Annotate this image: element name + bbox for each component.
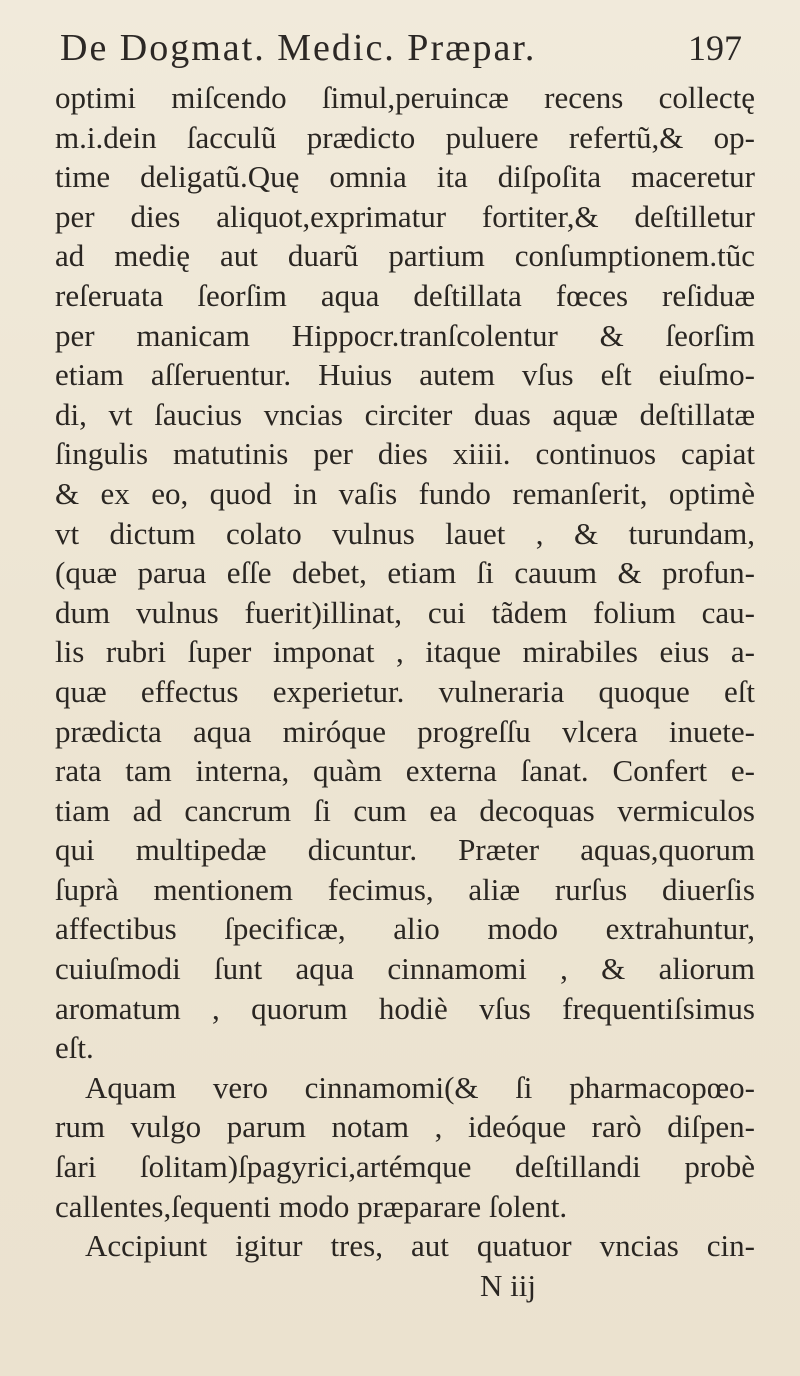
text-line: di, vt ſaucius vncias circiter duas aquæ deſtillatæ (55, 396, 755, 432)
body-text (55, 78, 755, 1305)
text-line: optimi miſcendo ſimul,peruincæ recens collectę (55, 80, 755, 115)
text-line: lis rubri ſuper imponat , itaque mirabiles eius a- (55, 634, 755, 670)
signature-mark: N iij (480, 1267, 536, 1303)
text-line: affectibus ſpecificæ, alio modo extrahuntur, (55, 911, 755, 947)
text-line: callentes,ſequenti modo præparare ſolent. (55, 1188, 568, 1224)
page-header (60, 26, 742, 78)
text-line: cuiuſmodi ſunt aqua cinnamomi , & aliorum (55, 951, 755, 987)
text-line: ad medię aut duarũ partium conſumptionem.tũc (55, 238, 755, 274)
text-line: vt dictum colato vulnus lauet , & turundam, (55, 515, 755, 551)
text-line: tiam ad cancrum ſi cum ea decoquas vermiculos (55, 792, 755, 828)
text-line: dum vulnus fuerit)illinat, cui tãdem folium cau- (55, 594, 755, 630)
text-line: quæ effectus experietur. vulneraria quoque eſt (55, 673, 755, 709)
text-line: per manicam Hippocr.tranſcolentur & ſeorſim (55, 317, 755, 353)
text-line: rata tam interna, quàm externa ſanat. Confert e- (55, 753, 755, 789)
text-line: time deligatũ.Quę omnia ita diſpoſita maceretur (55, 159, 755, 195)
text-line: aromatum , quorum hodiè vſus frequentiſsimus (55, 990, 755, 1026)
text-line: etiam aſſeruentur. Huius autem vſus eſt eiuſmo- (55, 357, 755, 393)
running-head: De Dogmat. Medic. Præpar. (60, 27, 537, 69)
text-line: eſt. (55, 1030, 94, 1066)
text-line: qui multipedæ dicuntur. Præter aquas,quorum (55, 832, 755, 868)
text-line: rum vulgo parum notam , ideóque rarò diſpen- (55, 1109, 755, 1145)
paragraph-start-line: Aquam vero cinnamomi(& ſi pharmacopœo- (85, 1069, 755, 1105)
text-line: ſingulis matutinis per dies xiiii. continuos capiat (55, 436, 755, 472)
text-line: per dies aliquot,exprimatur fortiter,& deſtilletur (55, 198, 755, 234)
text-line: prædicta aqua miróque progreſſu vlcera inuete- (55, 713, 755, 749)
page-number: 197 (688, 28, 742, 68)
text-line: (quæ parua eſſe debet, etiam ſi cauum & profun- (55, 555, 755, 591)
text-line: ſuprà mentionem fecimus, aliæ rurſus diuerſis (55, 871, 755, 907)
text-line: ſari ſolitam)ſpagyrici,artémque deſtillandi probè (55, 1149, 755, 1185)
text-line: m.i.dein ſacculũ prædicto puluere refertũ,& op- (55, 119, 755, 155)
text-line: & ex eo, quod in vaſis fundo remanſerit, optimè (55, 475, 755, 511)
paragraph-start-line: Accipiunt igitur tres, aut quatuor vncias cin- (85, 1228, 755, 1264)
text-line: reſeruata ſeorſim aqua deſtillata fœces reſiduæ (55, 277, 755, 313)
